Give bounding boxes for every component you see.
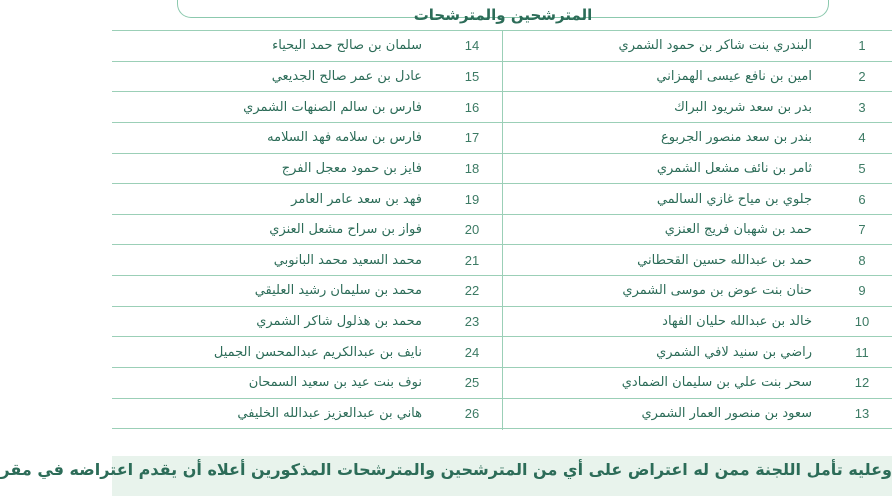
table-row: [112, 399, 502, 430]
candidate-number: 2: [858, 68, 866, 84]
candidate-number: 12: [854, 375, 870, 391]
table-row: [112, 215, 502, 246]
candidate-number: 22: [464, 283, 480, 299]
table-row: [503, 337, 892, 368]
candidate-number: 11: [855, 344, 869, 360]
candidate-number: 4: [858, 130, 866, 146]
table-row: [112, 123, 502, 154]
table-row: [112, 245, 502, 276]
candidates-column-left: [112, 30, 502, 430]
candidate-number: 1: [858, 38, 866, 54]
candidate-name: سلمان بن صالح حمد اليحياء: [272, 38, 422, 54]
table-row: [112, 307, 502, 338]
footer-text: وعليه تأمل اللجنة ممن له اعتراض على أي من المترشحين والمترشحات المذكورين أعلاه أن يقدم اعتراضه في مقر: [0, 460, 892, 479]
candidate-name: نايف بن عبدالكريم عبدالمحسن الجميل: [213, 344, 422, 360]
candidate-number: 17: [464, 130, 480, 146]
candidate-name: محمد بن سليمان رشيد العليقي: [254, 283, 422, 299]
candidate-name: جلوي بن مياح غازي السالمي: [656, 191, 812, 207]
candidate-name: حمد بن عبدالله حسين القحطاني: [637, 252, 812, 268]
table-row: [112, 31, 502, 62]
candidate-number: 19: [464, 191, 480, 207]
candidate-name: فارس بن سالم الصنهات الشمري: [243, 99, 422, 115]
table-row: [503, 62, 892, 93]
candidate-name: امين بن نافع عيسى الهمزاني: [656, 68, 812, 84]
table-row: [503, 399, 892, 430]
candidate-name: هاني بن عبدالعزيز عبدالله الخليفي: [237, 406, 422, 421]
candidates-table: [112, 30, 892, 430]
table-row: [503, 245, 892, 276]
table-row: [112, 368, 502, 399]
candidate-name: نوف بنت عيد بن سعيد السمحان: [248, 375, 422, 391]
header-title: المترشحين والمترشحات: [413, 6, 593, 24]
candidate-name: خالد بن عبدالله حليان الفهاد: [662, 314, 812, 330]
candidate-number: 8: [858, 252, 866, 268]
candidate-number: 21: [464, 252, 480, 268]
candidate-name: راضي بن سنيد لافي الشمري: [656, 344, 812, 360]
candidates-column-right: [502, 30, 892, 430]
candidate-name: بندر بن سعد منصور الجربوع: [660, 130, 812, 146]
candidate-number: 3: [858, 99, 866, 115]
table-row: [503, 31, 892, 62]
table-row: [503, 92, 892, 123]
candidate-number: 13: [854, 406, 870, 421]
candidate-number: 24: [464, 344, 480, 360]
table-row: [503, 184, 892, 215]
table-row: [112, 154, 502, 185]
candidate-name: حنان بنت عوض بن موسى الشمري: [622, 283, 812, 299]
table-row: [503, 368, 892, 399]
table-row: [112, 184, 502, 215]
candidate-name: حمد بن شهبان فريج العنزي: [664, 222, 812, 238]
candidate-name: سعود بن منصور العمار الشمري: [641, 406, 812, 421]
candidate-number: 25: [464, 375, 480, 391]
table-row: [112, 92, 502, 123]
table-row: [503, 276, 892, 307]
table-row: [112, 62, 502, 93]
candidate-name: محمد السعيد محمد البانوبي: [273, 252, 422, 268]
table-row: [503, 123, 892, 154]
candidate-name: ثامر بن نائف مشعل الشمري: [656, 160, 812, 176]
candidate-number: 7: [858, 222, 866, 238]
candidate-number: 18: [464, 160, 480, 176]
table-row: [503, 154, 892, 185]
candidate-name: سحر بنت علي بن سليمان الضمادي: [621, 375, 812, 391]
candidate-name: فايز بن حمود معجل الفرج: [281, 160, 422, 176]
candidate-name: فهد بن سعد عامر العامر: [291, 191, 422, 207]
candidate-number: 10: [854, 314, 870, 330]
candidate-name: محمد بن هذلول شاكر الشمري: [256, 314, 422, 330]
candidate-number: 5: [858, 160, 866, 176]
candidate-number: 14: [464, 38, 480, 54]
header-pill: [177, 0, 829, 24]
candidate-number: 26: [464, 406, 480, 421]
candidate-name: فارس بن سلامه فهد السلامه: [267, 130, 422, 146]
table-row: [503, 307, 892, 338]
table-row: [112, 276, 502, 307]
candidate-name: بدر بن سعد شريود البراك: [674, 99, 812, 115]
table-row: [503, 215, 892, 246]
candidate-number: 9: [858, 283, 866, 299]
candidate-number: 6: [858, 191, 866, 207]
table-row: [112, 337, 502, 368]
candidate-name: البندري بنت شاكر بن حمود الشمري: [618, 38, 812, 54]
candidate-number: 23: [464, 314, 480, 330]
candidate-number: 16: [464, 99, 480, 115]
candidate-name: عادل بن عمر صالح الجديعي: [271, 68, 422, 84]
candidate-number: 20: [464, 222, 480, 238]
candidate-name: فواز بن سراح مشعل العنزي: [269, 222, 422, 238]
candidate-number: 15: [464, 68, 480, 84]
